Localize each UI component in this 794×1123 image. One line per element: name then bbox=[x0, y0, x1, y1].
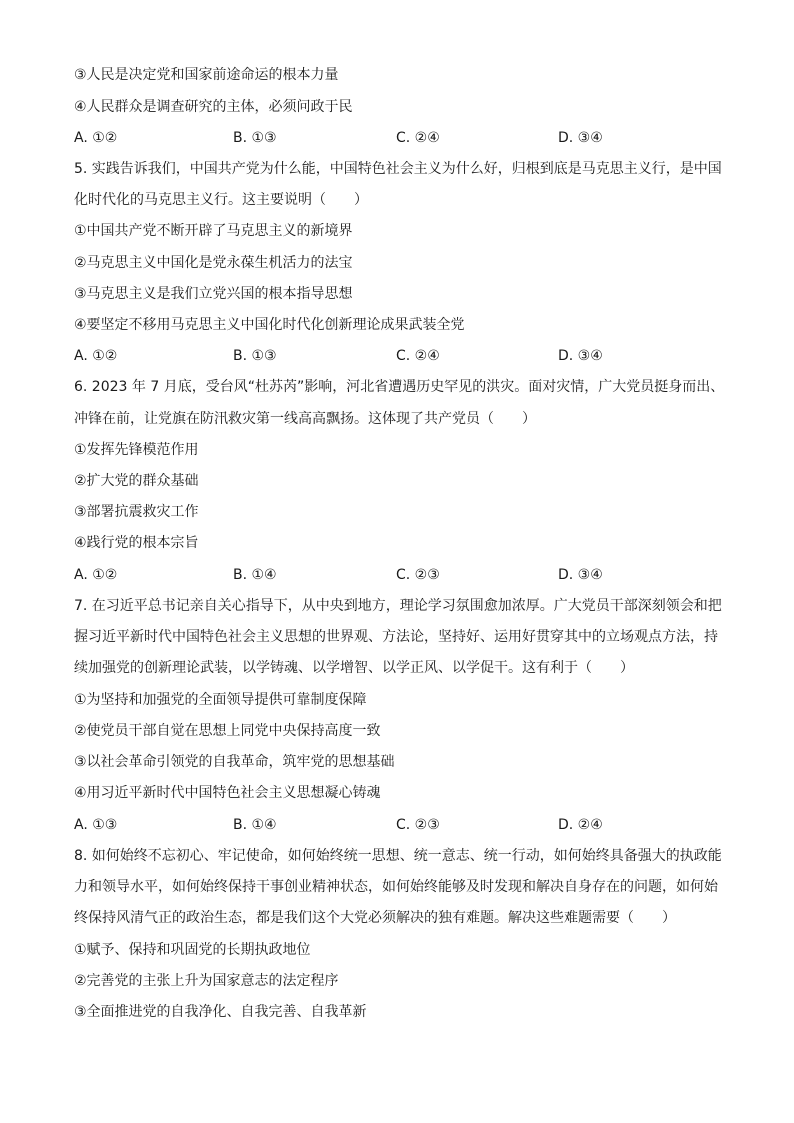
option-a: A. ①③ bbox=[74, 817, 118, 833]
option-c: C. ②③ bbox=[396, 817, 440, 833]
choice-item: ②扩大党的群众基础 bbox=[74, 473, 199, 489]
choice-item: ①中国共产党不断开辟了马克思主义的新境界 bbox=[74, 223, 353, 239]
option-b: B. ①④ bbox=[233, 817, 277, 833]
choice-item: ④践行党的根本宗旨 bbox=[74, 535, 199, 551]
answer-options bbox=[74, 565, 734, 585]
answer-options bbox=[74, 346, 734, 366]
question-stem: 化时代化的马克思主义行。这主要说明（ ） bbox=[74, 192, 368, 208]
option-b: B. ①④ bbox=[233, 567, 277, 583]
option-c: C. ②④ bbox=[396, 348, 440, 364]
question-stem: 握习近平新时代中国特色社会主义思想的世界观、方法论，坚持好、运用好贯穿其中的立场观点方法，持 bbox=[74, 629, 718, 645]
choice-item: ①为坚持和加强党的全面领导提供可靠制度保障 bbox=[74, 692, 367, 708]
choice-item: ①发挥先锋模范作用 bbox=[74, 442, 199, 458]
option-b: B. ①③ bbox=[233, 130, 277, 146]
answer-options bbox=[74, 128, 734, 148]
option-d: D. ③④ bbox=[558, 130, 603, 146]
question-stem: 5. 实践告诉我们，中国共产党为什么能，中国特色社会主义为什么好，归根到底是马克思主义行，是中国 bbox=[74, 161, 722, 177]
question-stem: 续加强党的创新理论武装，以学铸魂、以学增智、以学正风、以学促干。这有利于（ ） bbox=[74, 660, 634, 676]
question-stem: 力和领导水平，如何始终保持干事创业精神状态，如何始终能够及时发现和解决自身存在的问题，如何始 bbox=[74, 879, 718, 895]
choice-item: ④用习近平新时代中国特色社会主义思想凝心铸魂 bbox=[74, 785, 381, 801]
question-stem: 冲锋在前，让党旗在防汛救灾第一线高高飘扬。这体现了共产党员（ ） bbox=[74, 411, 536, 427]
option-d: D. ②④ bbox=[558, 817, 603, 833]
choice-item: ④要坚定不移用马克思主义中国化时代化创新理论成果武装全党 bbox=[74, 317, 465, 333]
question-stem: 8. 如何始终不忘初心、牢记使命，如何始终统一思想、统一意志、统一行动，如何始终具备强大的执政能 bbox=[74, 848, 722, 864]
choice-item: ③部署抗震救灾工作 bbox=[74, 504, 199, 520]
choice-item: ②使党员干部自觉在思想上同党中央保持高度一致 bbox=[74, 723, 381, 739]
question-stem: 6. 2023 年 7 月底，受台风“杜苏芮”影响，河北省遭遇历史罕见的洪灾。面对灾情，广大党员挺身而出、 bbox=[74, 379, 725, 395]
option-c: C. ②④ bbox=[396, 130, 440, 146]
choice-item: ④人民群众是调查研究的主体，必须问政于民 bbox=[74, 99, 353, 115]
choice-item: ③以社会革命引领党的自我革命，筑牢党的思想基础 bbox=[74, 754, 395, 770]
option-a: A. ①② bbox=[74, 567, 118, 583]
option-c: C. ②③ bbox=[396, 567, 440, 583]
choice-item: ③全面推进党的自我净化、自我完善、自我革新 bbox=[74, 1004, 367, 1020]
choice-item: ③人民是决定党和国家前途命运的根本力量 bbox=[74, 67, 339, 83]
choice-item: ③马克思主义是我们立党兴国的根本指导思想 bbox=[74, 286, 353, 302]
option-d: D. ③④ bbox=[558, 567, 603, 583]
option-d: D. ③④ bbox=[558, 348, 603, 364]
question-stem: 7. 在习近平总书记亲自关心指导下，从中央到地方，理论学习氛围愈加浓厚。广大党员干部深刻领会和把 bbox=[74, 598, 722, 614]
choice-item: ①赋予、保持和巩固党的长期执政地位 bbox=[74, 942, 311, 958]
choice-item: ②完善党的主张上升为国家意志的法定程序 bbox=[74, 973, 339, 989]
choice-item: ②马克思主义中国化是党永葆生机活力的法宝 bbox=[74, 255, 353, 271]
option-a: A. ①② bbox=[74, 130, 118, 146]
option-b: B. ①③ bbox=[233, 348, 277, 364]
option-a: A. ①② bbox=[74, 348, 118, 364]
question-stem: 终保持风清气正的政治生态，都是我们这个大党必须解决的独有难题。解决这些难题需要（ ） bbox=[74, 910, 676, 926]
answer-options bbox=[74, 815, 734, 835]
